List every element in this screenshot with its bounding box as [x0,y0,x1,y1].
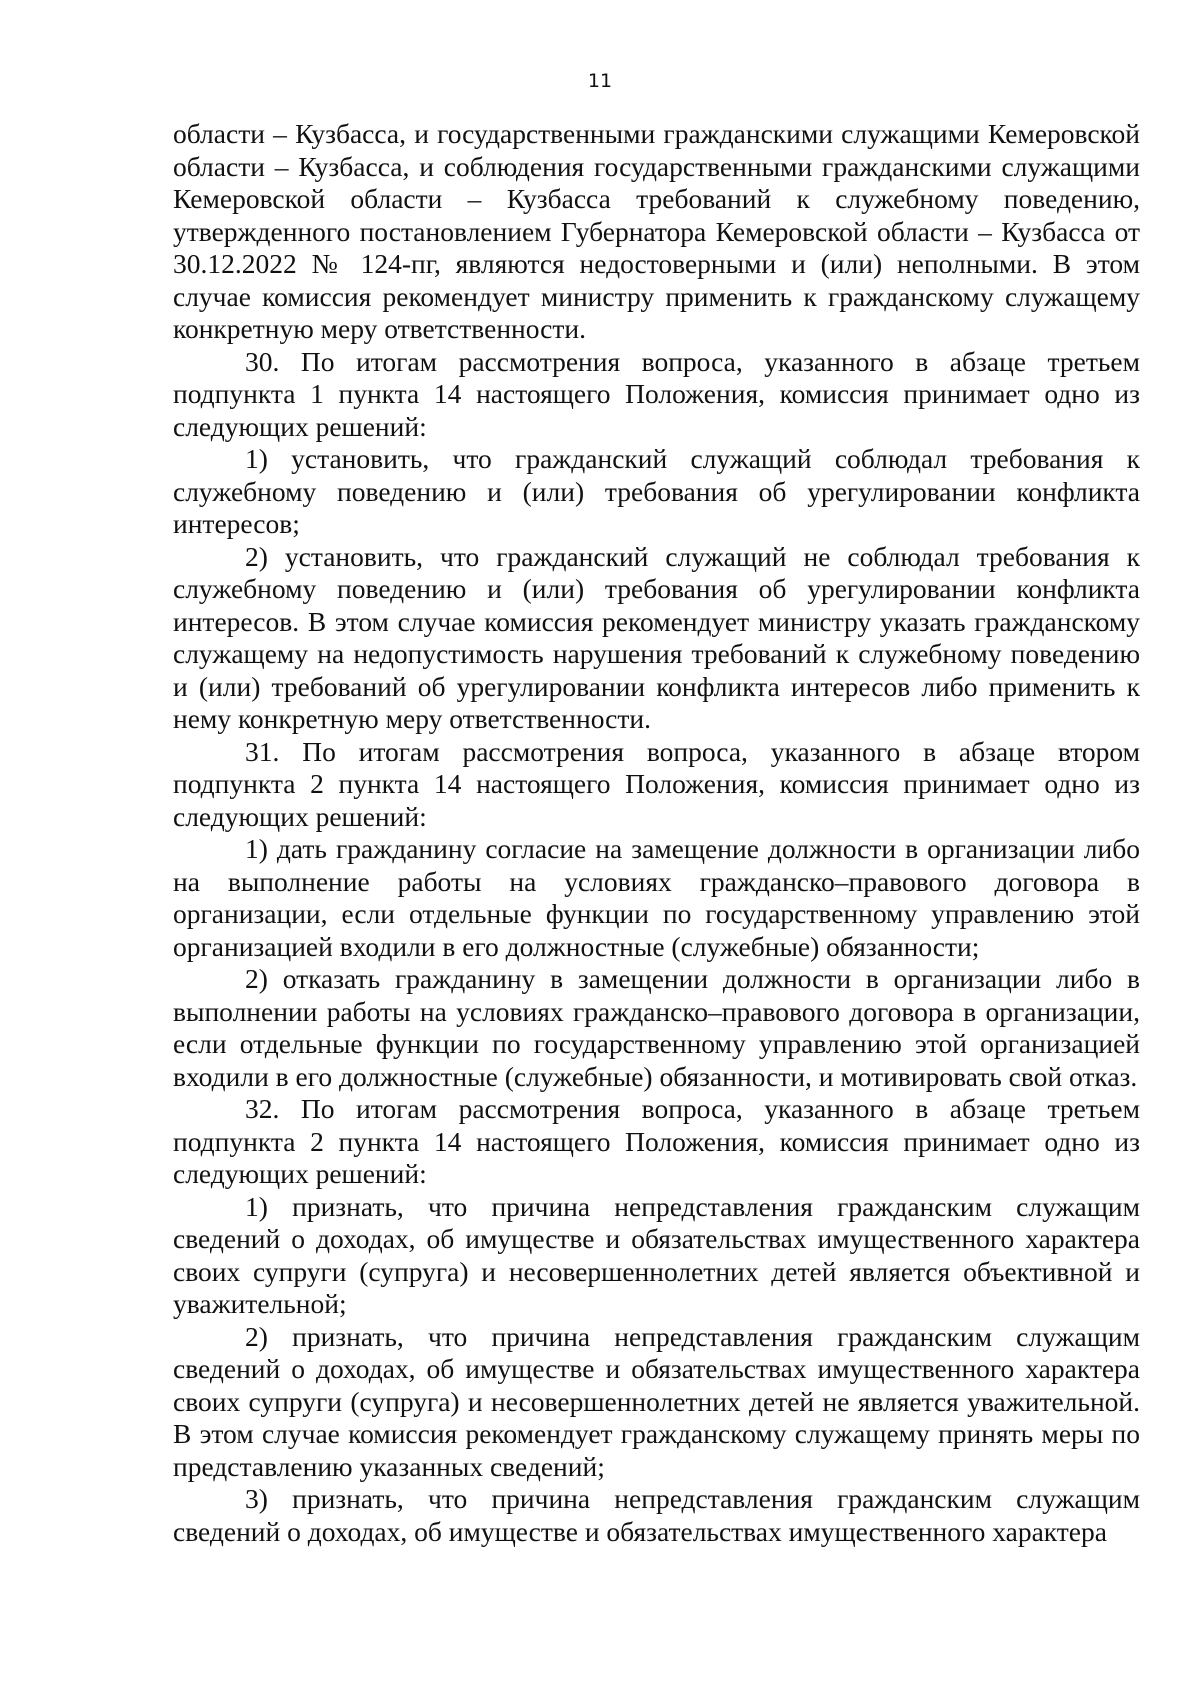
paragraph-32-item-2: 2) признать, что причина непредставления гражданским служащим сведений о доходах, об имуществе и обязательствах имущественного характера своих супруги (супруга) и несовершеннолетних детей не является уважительной. В этом случае комиссия рекомендует гражданскому служащему принять меры по представлению указанных сведений; [173,1320,1140,1482]
paragraph-31-item-2: 2) отказать гражданину в замещении должности в организации либо в выполнении работы на условиях гражданско–правового договора в организации, если отдельные функции по государственному управлению этой организацией входили в его должностные (служебные) обязанности, и мотивировать свой отказ. [173,963,1140,1092]
paragraph-1: области – Кузбасса, и государственными гражданскими служащими Кемеровской области – Кузбасса, и соблюдения государственными гражданскими служащими Кемеровской области – Кузбасса требований к служебному поведению, утвержденного постановлением Губернатора Кемеровской области – Кузбасса от 30.12.2022 № 124-пг, являются недостоверными и (или) неполными. В этом случае комиссия рекомендует министру применить к гражданскому служащему конкретную меру ответственности. [173,118,1140,344]
page-number: 11 [587,70,613,92]
paragraph-32-item-3: 3) признать, что причина непредставления гражданским служащим сведений о доходах, об имуществе и обязательствах имущественного характера [173,1483,1140,1547]
paragraph-30-item-2: 2) установить, что гражданский служащий не соблюдал требования к служебному поведению и (или) требования об урегулировании конфликта интересов. В этом случае комиссия рекомендует министру указать гражданскому служащему на недопустимость нарушения требований к служебному поведению и (или) требований об урегулировании конфликта интересов либо применить к нему конкретную меру ответственности. [173,540,1140,734]
paragraph-31-item-1: 1) дать гражданину согласие на замещение должности в организации либо на выполнение работы на условиях гражданско–правового договора в организации, если отдельные функции по государственному управлению этой организацией входили в его должностные (служебные) обязанности; [173,833,1140,962]
paragraph-32-item-1: 1) признать, что причина непредставления гражданским служащим сведений о доходах, об имуществе и обязательствах имущественного характера своих супруги (супруга) и несовершеннолетних детей является объективной и уважительной; [173,1190,1140,1319]
paragraph-30: 30. По итогам рассмотрения вопроса, указанного в абзаце третьем подпункта 1 пункта 14 настоящего Положения, комиссия принимает одно из следующих решений: [173,345,1140,442]
document-body [173,118,1140,1548]
paragraph-30-item-1: 1) установить, что гражданский служащий соблюдал требования к служебному поведению и (или) требования об урегулировании конфликта интересов; [173,443,1140,539]
paragraph-31: 31. По итогам рассмотрения вопроса, указанного в абзаце втором подпункта 2 пункта 14 настоящего Положения, комиссия принимает одно из следующих решений: [173,735,1140,832]
paragraph-32: 32. По итогам рассмотрения вопроса, указанного в абзаце третьем подпункта 2 пункта 14 настоящего Положения, комиссия принимает одно из следующих решений: [173,1093,1140,1189]
